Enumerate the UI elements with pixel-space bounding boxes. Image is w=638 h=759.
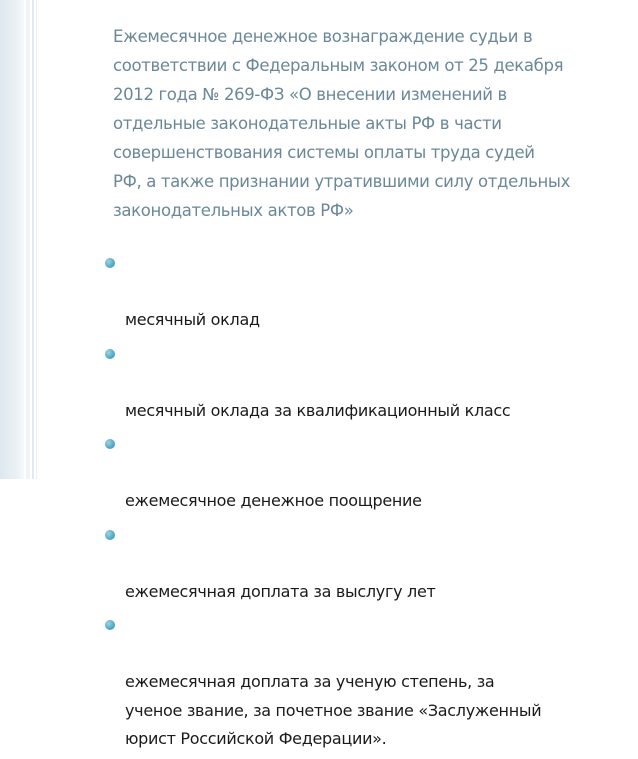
decorative-stripe [32, 0, 34, 479]
circle-bullet-icon [105, 530, 115, 540]
circle-bullet-icon [105, 349, 115, 359]
circle-bullet-icon [105, 439, 115, 449]
list-item-text: ежемесячное денежное поощрение [125, 491, 422, 510]
circle-bullet-icon [105, 620, 115, 630]
decorative-stripe [36, 0, 37, 479]
list-item [102, 430, 622, 516]
list-item [102, 340, 622, 426]
list-item-text: ежемесячная доплата за выслугу лет [125, 581, 436, 601]
decorative-stripe [26, 0, 30, 479]
list-item [102, 611, 622, 754]
list-item-text: ежемесячная доплата за ученую степень, за ученое звание, за почетное звание «Заслуженный юрист Российской Федерации». [125, 672, 542, 748]
list-item [102, 521, 622, 607]
decorative-side-band [0, 0, 24, 479]
list-item-text: месячный оклада за квалификационный класс [125, 400, 511, 420]
list-item-text: месячный оклад [125, 310, 260, 329]
slide-title: Ежемесячное денежное вознаграждение судьи в соответствии с Федеральным законом от 25 декабря 2012 года № 269-ФЗ «О внесении изменений в отдельные законодательные акты РФ в части совершенствования системы оплаты труда судей РФ, а также признании утратившими силу отдельных законодательных актов РФ» [113, 27, 571, 220]
list-item [102, 249, 622, 335]
bullet-list [102, 249, 622, 759]
circle-bullet-icon [105, 258, 115, 268]
